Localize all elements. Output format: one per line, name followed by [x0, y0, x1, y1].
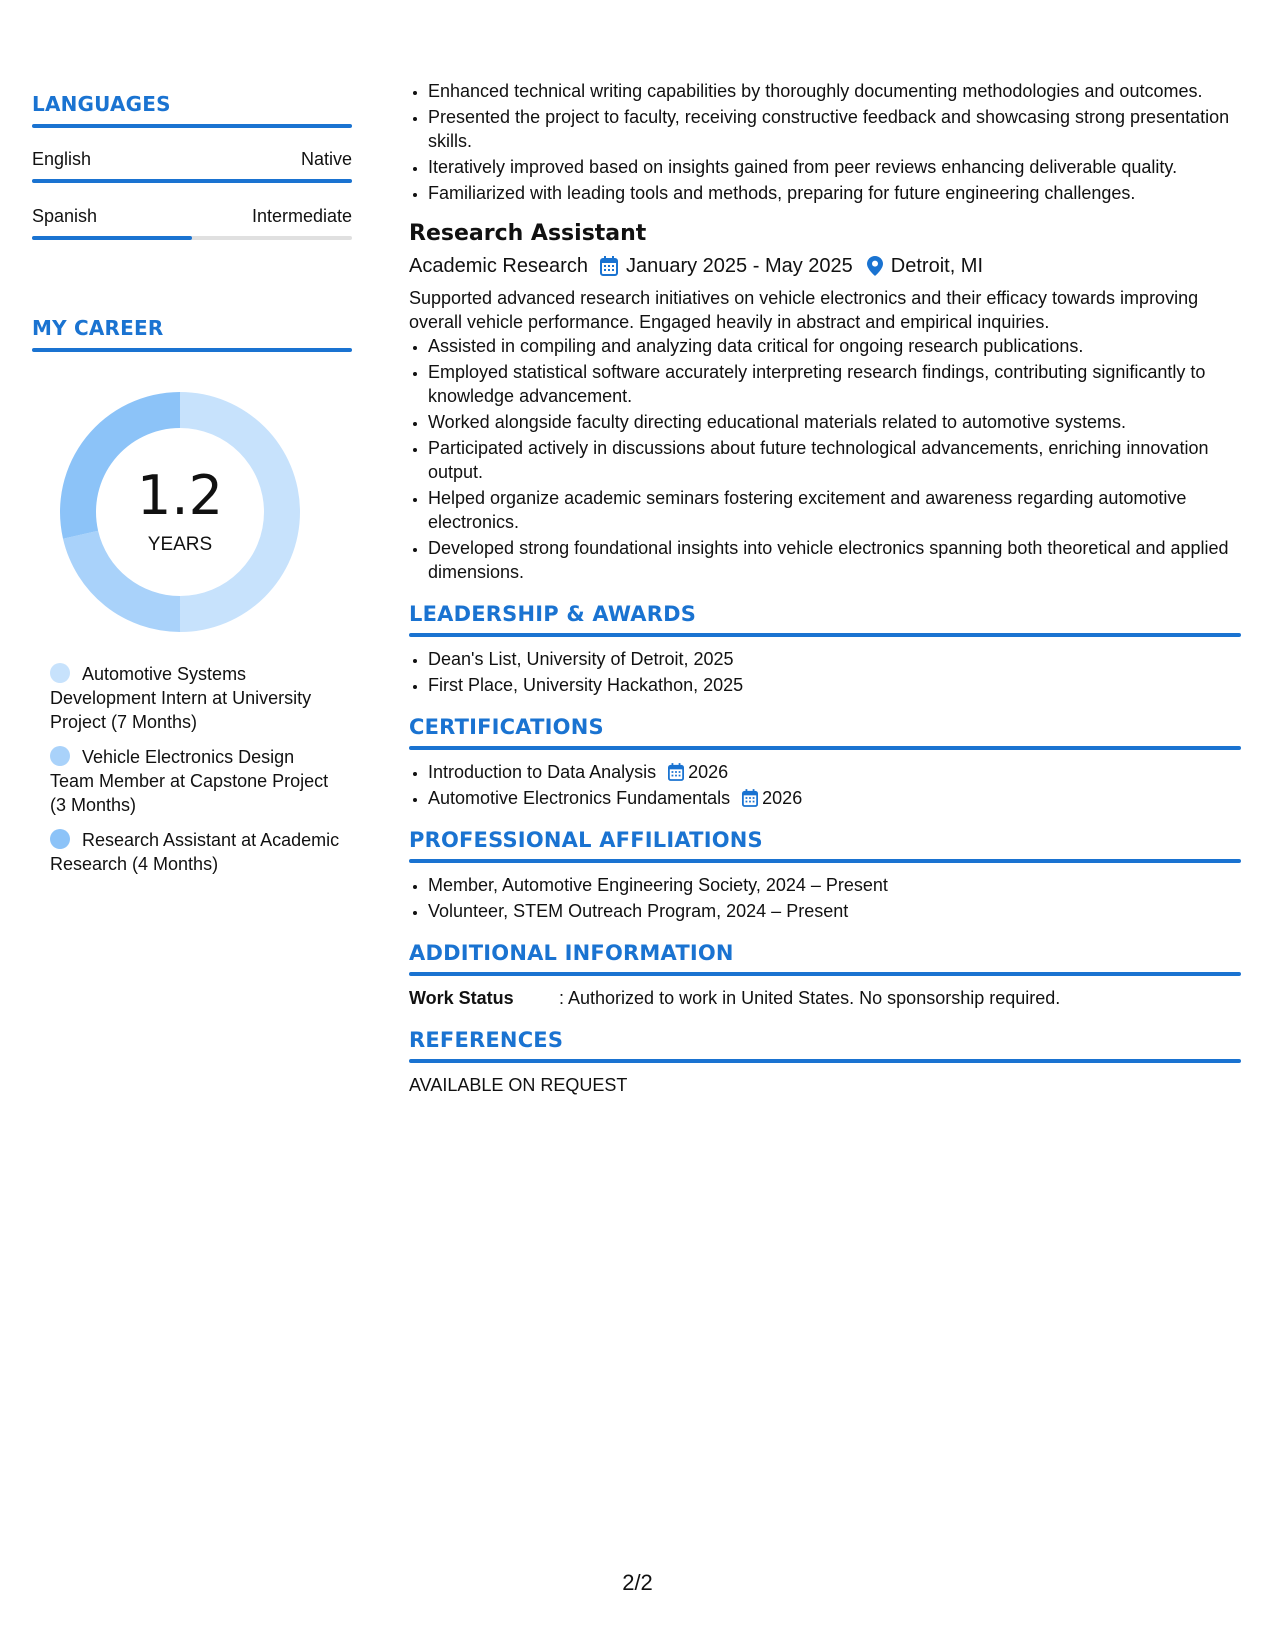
section-rule [409, 1059, 1241, 1063]
languages-heading: LANGUAGES [32, 92, 171, 116]
legend-label: Vehicle Electronics Design Team Member at Capstone Project (3 Months) [50, 747, 329, 815]
job-description: Supported advanced research initiatives on vehicle electronics and their efficacy towards improving overall vehicle performance. Engaged heavily in abstract and empirical inquiries. [409, 288, 1199, 332]
page-number: 2/2 [622, 1570, 653, 1595]
certification-item [428, 786, 1241, 810]
legend-item [50, 828, 340, 876]
language-level: Native [300, 149, 352, 169]
language-proficiency-bar [32, 179, 352, 183]
list-item: • Member, Automotive Engineering Society, 2024 – Present [428, 873, 1241, 897]
list-item: • Dean's List, University of Detroit, 2025 [428, 647, 1241, 671]
section-rule [32, 124, 352, 128]
prev-job-bullets [409, 79, 1241, 205]
section-rule [409, 859, 1241, 863]
certification-item [428, 760, 1241, 784]
job-location: Detroit, MI [890, 255, 984, 277]
list-item: • Participated actively in discussions about future technological advancements, enriching innovation output. [428, 436, 1241, 484]
work-status-value: : Authorized to work in United States. No sponsorship required. [559, 988, 1061, 1008]
list-item: • Employed statistical software accurately interpreting research findings, contributing significantly to knowledge advancement. [428, 360, 1241, 408]
additional-info-section [409, 941, 1241, 1010]
legend-dot [50, 746, 70, 766]
calendar-icon [600, 256, 618, 276]
job-org: Academic Research [409, 255, 588, 277]
language-name: Spanish [32, 206, 98, 226]
language-item [32, 148, 352, 183]
section-rule [32, 348, 352, 352]
legend-label: Research Assistant at Academic Research (4 Months) [50, 830, 340, 874]
section-rule [409, 746, 1241, 750]
job-dates: January 2025 - May 2025 [625, 255, 853, 277]
career-legend [50, 662, 340, 876]
job-meta [409, 252, 1241, 280]
right-column [409, 79, 1241, 1097]
job-title: Research Assistant [409, 221, 647, 246]
list-item: • Worked alongside faculty directing educational materials related to automotive systems. [428, 410, 1241, 434]
language-proficiency-bar [32, 236, 352, 240]
legend-dot [50, 829, 70, 849]
section-rule [409, 972, 1241, 976]
list-item: • Developed strong foundational insights into vehicle electronics spanning both theoretical and applied dimensions. [428, 536, 1241, 584]
certification-name: Introduction to Data Analysis [428, 762, 657, 782]
list-item: • Volunteer, STEM Outreach Program, 2024 – Present [428, 899, 1241, 923]
section-rule [409, 633, 1241, 637]
affiliations-heading: PROFESSIONAL AFFILIATIONS [409, 828, 763, 852]
list-item: • Assisted in compiling and analyzing data critical for ongoing research publications. [428, 334, 1241, 358]
career-years-label: YEARS [147, 534, 213, 555]
research-job-bullets [409, 334, 1241, 584]
list-item: • Presented the project to faculty, receiving constructive feedback and showcasing strong presentation skills. [428, 105, 1241, 153]
certification-year: 2026 [688, 762, 729, 782]
language-proficiency-fill [32, 236, 192, 240]
list-item: • Familiarized with leading tools and methods, preparing for future engineering challenges. [428, 181, 1241, 205]
references-heading: REFERENCES [409, 1028, 564, 1052]
certification-name: Automotive Electronics Fundamentals [428, 788, 731, 808]
list-item: • First Place, University Hackathon, 2025 [428, 673, 1241, 697]
certifications-heading: CERTIFICATIONS [409, 715, 604, 739]
awards-heading: LEADERSHIP & AWARDS [409, 602, 697, 626]
legend-dot [50, 663, 70, 683]
calendar-icon [742, 789, 758, 807]
awards-section [409, 602, 1241, 697]
language-proficiency-fill [32, 179, 352, 183]
list-item: • Iteratively improved based on insights gained from peer reviews enhancing deliverable quality. [428, 155, 1241, 179]
legend-item [50, 662, 340, 734]
list-item: • Enhanced technical writing capabilities by thoroughly documenting methodologies and outcomes. [428, 79, 1241, 103]
career-heading: MY CAREER [32, 316, 164, 340]
references-text: AVAILABLE ON REQUEST [409, 1075, 628, 1095]
work-status-label: Work Status [409, 988, 514, 1008]
career-total-years: 1.2 [137, 464, 223, 527]
additional-info-heading: ADDITIONAL INFORMATION [409, 941, 734, 965]
work-status-row [409, 986, 1241, 1010]
certifications-section [409, 715, 1241, 810]
certification-year: 2026 [762, 788, 803, 808]
calendar-icon [668, 763, 684, 781]
career-donut-chart [60, 392, 300, 632]
references-section [409, 1028, 1241, 1097]
legend-label: Automotive Systems Development Intern at University Project (7 Months) [50, 664, 312, 732]
legend-item [50, 745, 340, 817]
language-name: English [32, 149, 92, 169]
list-item: • Helped organize academic seminars fostering excitement and awareness regarding automotive electronics. [428, 486, 1241, 534]
language-level: Intermediate [251, 206, 352, 226]
language-item [32, 205, 352, 240]
left-column [32, 92, 352, 887]
map-pin-icon [867, 256, 883, 276]
affiliations-section [409, 828, 1241, 923]
